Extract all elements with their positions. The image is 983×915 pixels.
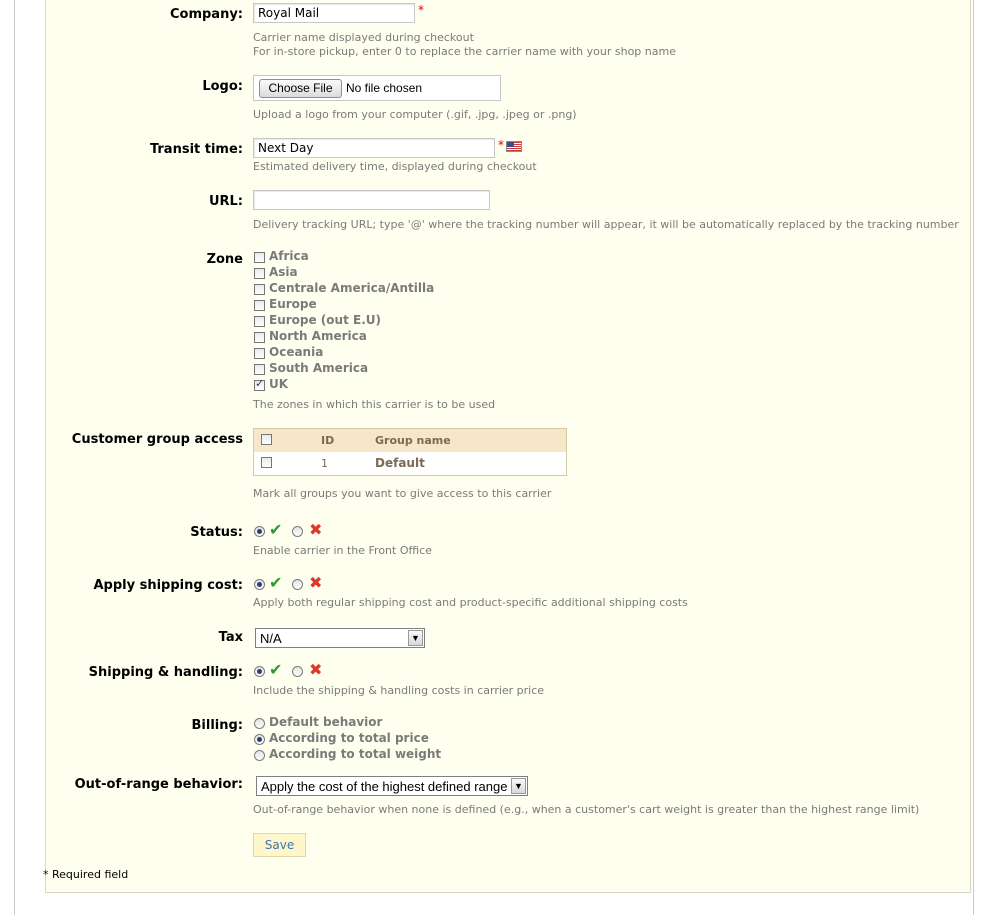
required-field-note: * Required field: [43, 868, 129, 881]
billing-total-weight-radio[interactable]: [254, 750, 265, 761]
company-hint: Carrier name displayed during checkout: [253, 31, 474, 44]
apply-shipping-yes-radio[interactable]: [254, 579, 265, 590]
group-checkbox-default[interactable]: [261, 457, 272, 468]
zone-checkbox-europe[interactable]: [254, 300, 265, 311]
zone-label-oceania: Oceania: [269, 345, 324, 359]
url-hint: Delivery tracking URL; type '@' where the tracking number will appear, it will be automatically replaced by the tracking number: [253, 218, 959, 231]
handling-hint: Include the shipping & handling costs in carrier price: [253, 684, 545, 697]
chevron-down-icon[interactable]: ▼: [511, 778, 526, 794]
group-table: [253, 428, 567, 476]
zone-checkbox-asia[interactable]: [254, 268, 265, 279]
chevron-down-icon[interactable]: ▼: [408, 630, 423, 646]
zone-checkbox-africa[interactable]: [254, 252, 265, 263]
zone-label-north-america: North America: [269, 329, 367, 343]
handling-no-radio[interactable]: [292, 666, 303, 677]
select-all-groups-checkbox[interactable]: [261, 434, 272, 445]
billing-default-label: Default behavior: [269, 715, 383, 729]
logo-hint: Upload a logo from your computer (.gif, .jpg, .jpeg or .png): [253, 108, 577, 121]
zone-label: Zone: [206, 252, 243, 267]
zone-checkbox-oceania[interactable]: [254, 348, 265, 359]
transit-label: Transit time:: [149, 142, 243, 157]
us-flag-icon[interactable]: [506, 141, 522, 152]
group-table-header: [254, 429, 566, 452]
check-icon: ✔: [269, 520, 283, 539]
transit-hint: Estimated delivery time, displayed during checkout: [253, 160, 537, 173]
zone-hint: The zones in which this carrier is to be used: [253, 398, 496, 411]
handling-label: Shipping & handling:: [88, 665, 243, 680]
status-disabled-radio[interactable]: [292, 526, 303, 537]
group-access-hint: Mark all groups you want to give access to this carrier: [253, 487, 552, 500]
billing-default-radio[interactable]: [254, 718, 265, 729]
out-of-range-hint: Out-of-range behavior when none is defined (e.g., when a customer's cart weight is greater than the highest range limit): [253, 803, 920, 816]
company-input[interactable]: [253, 3, 415, 23]
url-label: URL:: [208, 194, 243, 209]
company-label: Company:: [169, 7, 243, 22]
zone-label-south-america: South America: [269, 361, 369, 375]
apply-shipping-label: Apply shipping cost:: [93, 578, 243, 593]
group-access-label: Customer group access: [71, 432, 243, 447]
status-enabled-radio[interactable]: [254, 526, 265, 537]
zone-checkbox-europe-out-eu[interactable]: [254, 316, 265, 327]
choose-file-button[interactable]: Choose File: [259, 79, 342, 98]
transit-required-mark: *: [498, 138, 504, 152]
group-name-header: Group name: [375, 434, 451, 447]
billing-total-weight-label: According to total weight: [269, 747, 442, 761]
tax-label: Tax: [218, 630, 243, 645]
group-name-cell: Default: [375, 456, 425, 470]
zone-label-europe: Europe: [269, 297, 317, 311]
check-icon: ✔: [269, 573, 283, 592]
zone-checkbox-central-america[interactable]: [254, 284, 265, 295]
save-button[interactable]: Save: [253, 833, 306, 857]
zone-label-africa: Africa: [269, 249, 309, 263]
billing-label: Billing:: [191, 718, 243, 733]
tax-select[interactable]: [255, 628, 425, 648]
billing-total-price-label: According to total price: [269, 731, 429, 745]
tax-selected-value: N/A: [260, 631, 282, 646]
apply-shipping-no-radio[interactable]: [292, 579, 303, 590]
out-of-range-select[interactable]: [256, 776, 528, 796]
zone-label-central-america: Centrale America/Antilla: [269, 281, 435, 295]
cross-icon: ✖: [309, 573, 323, 592]
apply-shipping-hint: Apply both regular shipping cost and product-specific additional shipping costs: [253, 596, 688, 609]
logo-file-input[interactable]: [253, 75, 501, 101]
handling-yes-radio[interactable]: [254, 666, 265, 677]
company-hint-2: For in-store pickup, enter 0 to replace the carrier name with your shop name: [253, 45, 676, 58]
table-row: [254, 452, 566, 474]
cross-icon: ✖: [309, 520, 323, 539]
out-of-range-selected-value: Apply the cost of the highest defined range: [261, 779, 508, 794]
billing-total-price-radio[interactable]: [254, 734, 265, 745]
cross-icon: ✖: [309, 660, 323, 679]
zone-label-uk: UK: [269, 377, 289, 391]
file-status-text: No file chosen: [346, 81, 423, 95]
company-required-mark: *: [418, 3, 424, 17]
group-id-cell: 1: [321, 457, 328, 470]
zone-label-asia: Asia: [269, 265, 298, 279]
zone-checkbox-south-america[interactable]: [254, 364, 265, 375]
zone-checkbox-uk[interactable]: [254, 380, 265, 391]
url-input[interactable]: [253, 190, 490, 210]
out-of-range-label: Out-of-range behavior:: [74, 777, 243, 792]
check-icon: ✔: [269, 660, 283, 679]
status-label: Status:: [190, 525, 243, 540]
logo-label: Logo:: [202, 79, 243, 94]
zone-label-europe-out-eu: Europe (out E.U): [269, 313, 381, 327]
transit-time-input[interactable]: [253, 138, 495, 158]
group-id-header: ID: [321, 434, 335, 447]
zone-checkbox-north-america[interactable]: [254, 332, 265, 343]
status-hint: Enable carrier in the Front Office: [253, 544, 432, 557]
